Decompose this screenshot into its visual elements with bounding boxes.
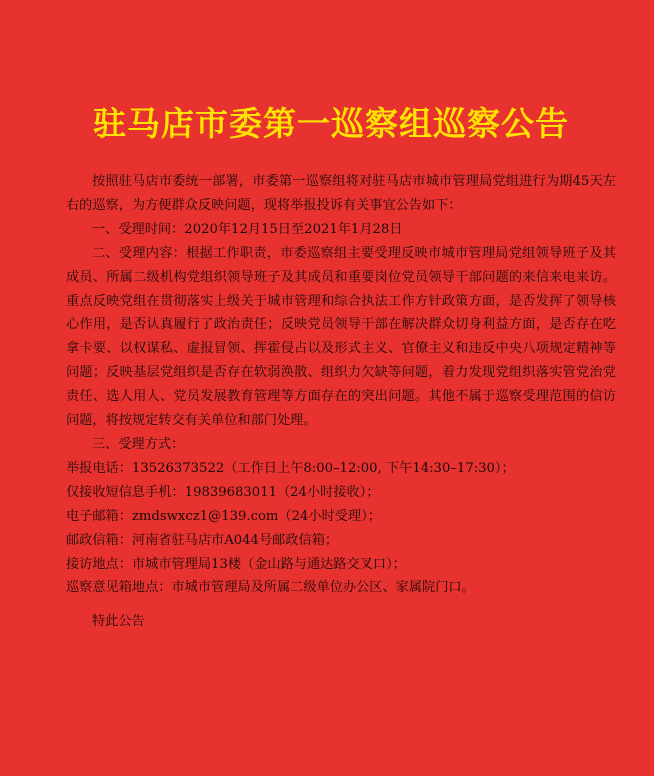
- contact-email: 电子邮箱：zmdswxcz1@139.com（24小时受理）；: [66, 508, 381, 524]
- notice-title: 驻马店市委第一巡察组巡察公告: [93, 104, 569, 143]
- intro-paragraph: 按照驻马店市委统一部署，市委第一巡察组将对驻马店市城市管理局党组进行为期45天左右的巡察，为方便群众反映问题，现将举报投诉有关事宜公告如下：: [66, 174, 616, 213]
- section-acceptance-methods: 三、受理方式：: [92, 436, 185, 452]
- contact-phone: 举报电话：13526373522（工作日上午8:00–12:00, 下午14:30–17:30）；: [66, 460, 515, 476]
- contact-sms: 仅接收短信息手机：19839683011（24小时接收）；: [66, 484, 380, 500]
- notice-body: [66, 170, 616, 634]
- contact-opinion-box: 巡察意见箱地点：市城市管理局及所属二级单位办公区、家属院门口。: [66, 580, 475, 596]
- section-acceptance-time: 一、受理时间：2020年12月15日至2021年1月28日: [92, 221, 403, 237]
- section-acceptance-content: 二、受理内容：根据工作职责，市委巡察组主要受理反映市城市管理局党组领导班子及其成员、所属二级机构党组织领导班子及其成员和重要岗位党员领导干部问题的来信来电来访。重点反映党组在贯彻落实上级关于城市管理和综合执法工作方针政策方面，是否发挥了领导核心作用，是否认真履行了政治责任；反映党员领导干部在解决群众切身利益方面，是否存在吃拿卡要、以权谋私、虚报冒领、挥霍侵占以及形式主义、官僚主义和违反中央八项规定精神等问题；反映基层党组织是否存在软弱涣散、组织力欠缺等问题，着力发现党组织落实管党治党责任、选人用人、党员发展教育管理等方面存在的突出问题。其他不属于巡察受理范围的信访问题，将按规定转交有关单位和部门处理。: [66, 245, 616, 429]
- contact-visit-location: 接访地点：市城市管理局13楼（金山路与通达路交叉口）；: [66, 556, 406, 572]
- contact-mailbox: 邮政信箱：河南省驻马店市A044号邮政信箱；: [66, 532, 339, 548]
- closing-text: 特此公告: [92, 614, 145, 630]
